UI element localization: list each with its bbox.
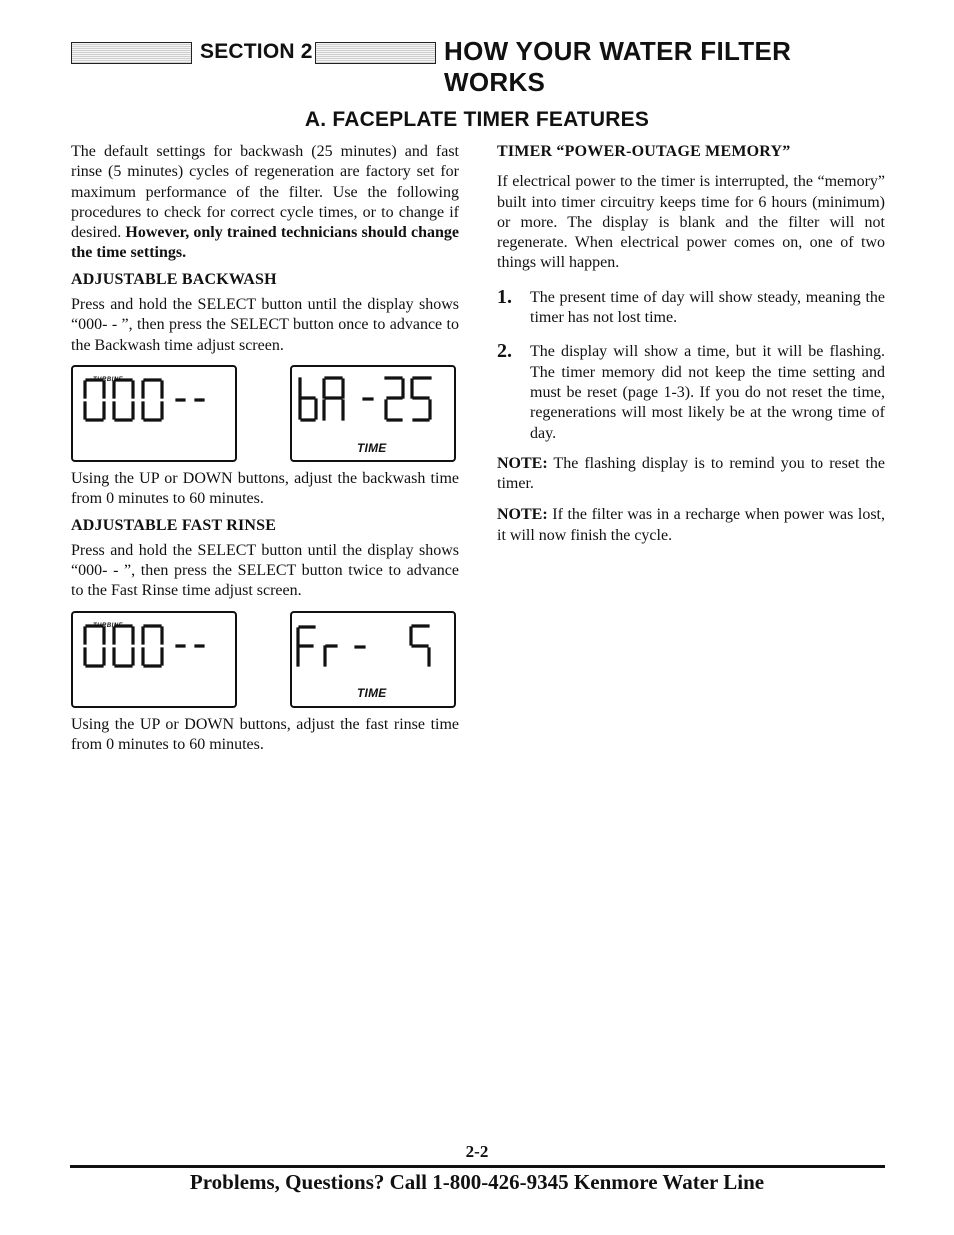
fast-rinse-displays: [71, 611, 459, 708]
power-outage-intro: If electrical power to the timer is interrupted, the “memory” built into timer circuitry keeps time for 6 hours (minimum) or more. The display is blank and the filter will not regenerate. When electrical power comes on, one of two things will happen.: [497, 173, 885, 272]
lcd-display-backwash: [290, 365, 456, 462]
backwash-heading: ADJUSTABLE BACKWASH: [71, 270, 277, 288]
footer-helpline: Problems, Questions? Call 1-800-426-9345 Kenmore Water Line: [189, 1170, 765, 1194]
page-title: HOW YOUR WATER FILTER WORKS: [444, 36, 792, 97]
intro-paragraph: [71, 142, 459, 264]
note-label: NOTE:: [497, 454, 548, 472]
left-column: [71, 142, 459, 755]
fast-rinse-heading: ADJUSTABLE FAST RINSE: [71, 516, 277, 534]
power-outage-heading: TIMER “POWER-OUTAGE MEMORY”: [497, 143, 791, 160]
right-column: [497, 142, 885, 546]
note-flashing-display: [497, 454, 885, 495]
lcd-readout-000: [73, 367, 235, 460]
lcd-time-label: TIME: [357, 440, 387, 455]
section-label: SECTION 2: [200, 40, 313, 63]
backwash-displays: [71, 365, 459, 462]
footer-divider: [70, 1165, 885, 1168]
lcd-turbine-label: TURBINE: [93, 622, 124, 629]
note-label: NOTE:: [497, 506, 548, 524]
list-item-number: 1.: [497, 285, 512, 308]
subsection-title: A. FACEPLATE TIMER FEATURES: [304, 108, 650, 131]
list-item-text: The present time of day will show steady, meaning the timer has not lost time.: [530, 288, 885, 327]
section-header: [71, 36, 886, 97]
backwash-adjust-text: Using the UP or DOWN buttons, adjust the backwash time from 0 minutes to 60 minutes.: [71, 469, 459, 508]
note-recharge: [497, 505, 885, 546]
intro-text: The default settings for backwash (25 minutes) and fast rinse (5 minutes) cycles of regeneration are factory set for maximum performance of the filter. Use the following procedures to check for correct cycle times, or to change if desired.: [71, 143, 459, 242]
note-text: If the filter was in a recharge when power was lost, it will now finish the cycle.: [497, 506, 885, 544]
intro-warning: However, only trained technicians should change the time settings.: [71, 224, 459, 262]
fast-rinse-adjust-text: Using the UP or DOWN buttons, adjust the fast rinse time from 0 minutes to 60 minutes.: [71, 715, 459, 754]
list-item-number: 2.: [497, 340, 512, 363]
page-number: 2-2: [465, 1142, 489, 1161]
list-item: [497, 342, 885, 443]
list-item: [497, 285, 885, 329]
lcd-turbine-label: TURBINE: [93, 376, 124, 383]
note-text: The flashing display is to remind you to reset the timer.: [497, 454, 885, 493]
lcd-display-fast-rinse: [290, 611, 456, 708]
lcd-display-turbine: [71, 365, 237, 462]
backwash-instructions: Press and hold the SELECT button until the display shows “000- - ”, then press the SELECT button once to advance to the Backwash time adjust screen.: [71, 296, 459, 354]
lcd-readout-000: [73, 613, 235, 706]
lcd-display-turbine: [71, 611, 237, 708]
list-item-text: The display will show a time, but it will be flashing. The timer memory did not keep the time setting and must be reset (page 1-3). If you do not reset the time, regenerations will most likely be at the wrong time of day.: [530, 343, 885, 442]
lcd-time-label: TIME: [357, 686, 387, 701]
fast-rinse-instructions: Press and hold the SELECT button until the display shows “000- - ”, then press the SELECT button twice to advance to the Fast Rinse time adjust screen.: [71, 541, 459, 600]
header-hatch-bar: [315, 42, 436, 64]
header-hatch-bar: [71, 42, 192, 64]
